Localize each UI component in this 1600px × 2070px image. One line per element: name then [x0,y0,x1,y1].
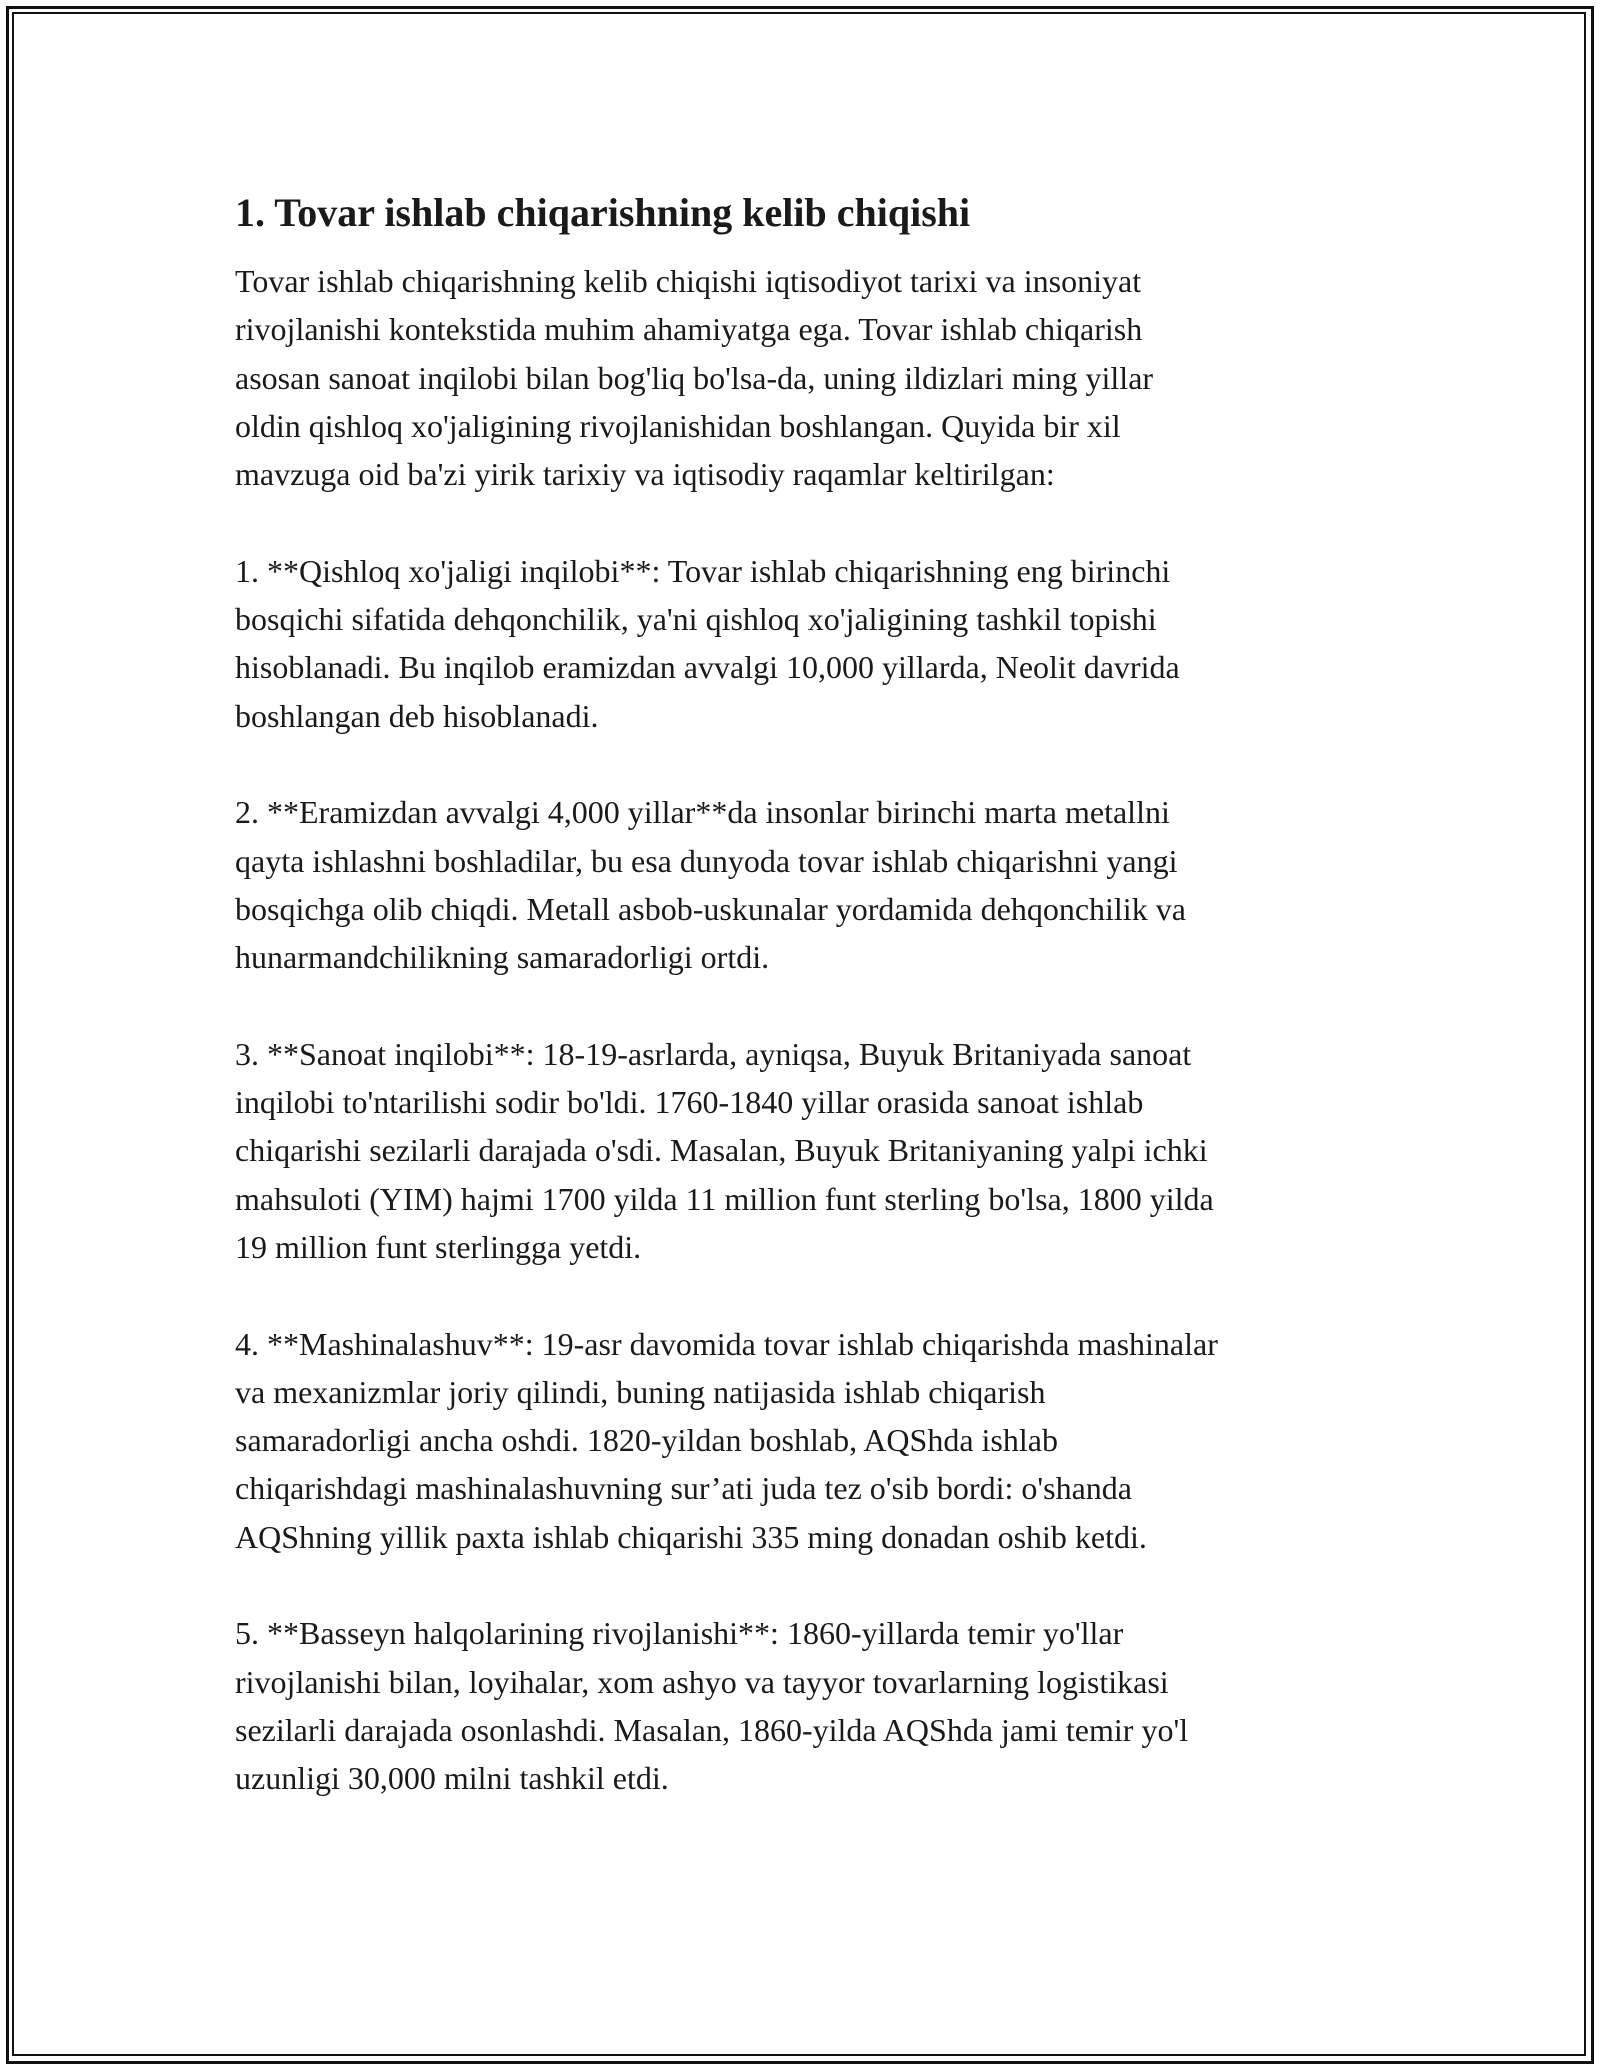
text-line: 2. **Eramizdan avvalgi 4,000 yillar**da insonlar birinchi marta metallni [235,794,1170,831]
text-line: rivojlanishi bilan, loyihalar, xom ashyo va tayyor tovarlarning logistikasi [235,1663,1169,1700]
text-line: boshlangan deb hisoblanadi. [235,697,599,734]
text-line: bosqichi sifatida dehqonchilik, ya'ni qishloq xo'jaligining tashkil topishi [235,601,1157,638]
intro-paragraph [235,257,1375,498]
document-body [235,185,1375,1851]
text-line: uzunligi 30,000 milni tashkil etdi. [235,1760,669,1797]
text-line: va mexanizmlar joriy qilindi, buning natijasida ishlab chiqarish [235,1373,1046,1410]
document-title: 1. Tovar ishlab chiqarishning kelib chiqishi [235,190,971,235]
text-line: rivojlanishi kontekstida muhim ahamiyatga ega. Tovar ishlab chiqarish [235,311,1143,348]
text-line: qayta ishlashni boshladilar, bu esa dunyoda tovar ishlab chiqarishni yangi [235,842,1178,879]
text-line: chiqarishdagi mashinalashuvning sur’ati juda tez o'sib bordi: o'shanda [235,1470,1132,1507]
list-item-4-paragraph [235,1320,1375,1561]
list-item-3-paragraph [235,1030,1375,1271]
text-line: sezilarli darajada osonlashdi. Masalan, 1860-yilda AQShda jami temir yo'l [235,1711,1189,1748]
text-line: bosqichga olib chiqdi. Metall asbob-uskunalar yordamida dehqonchilik va [235,890,1186,927]
text-line: oldin qishloq xo'jaligining rivojlanishidan boshlangan. Quyida bir xil [235,407,1121,444]
text-line: 19 million funt sterlingga yetdi. [235,1228,642,1265]
text-line: chiqarishi sezilarli darajada o'sdi. Masalan, Buyuk Britaniyaning yalpi ichki [235,1132,1208,1169]
text-line: 1. **Qishloq xo'jaligi inqilobi**: Tovar ishlab chiqarishning eng birinchi [235,552,1171,589]
text-line: 5. **Basseyn halqolarining rivojlanishi**: 1860-yillarda temir yo'llar [235,1615,1124,1652]
text-line: AQShning yillik paxta ishlab chiqarishi 335 ming donadan oshib ketdi. [235,1518,1147,1555]
list-item-1-paragraph [235,547,1375,740]
text-line: Tovar ishlab chiqarishning kelib chiqishi iqtisodiyot tarixi va insoniyat [235,263,1142,299]
text-line: 4. **Mashinalashuv**: 19-asr davomida tovar ishlab chiqarishda mashinalar [235,1325,1218,1362]
text-line: hisoblanadi. Bu inqilob eramizdan avvalgi 10,000 yillarda, Neolit davrida [235,649,1180,686]
text-line: inqilobi to'ntarilishi sodir bo'ldi. 1760-1840 yillar orasida sanoat ishlab [235,1084,1144,1121]
text-line: mavzuga oid ba'zi yirik tarixiy va iqtisodiy raqamlar keltirilgan: [235,456,1055,493]
text-line: mahsuloti (YIM) hajmi 1700 yilda 11 million funt sterling bo'lsa, 1800 yilda [235,1180,1214,1217]
text-line: samaradorligi ancha oshdi. 1820-yildan boshlab, AQShda ishlab [235,1422,1058,1459]
list-item-5-paragraph [235,1609,1375,1802]
list-item-2-paragraph [235,788,1375,981]
text-line: 3. **Sanoat inqilobi**: 18-19-asrlarda, ayniqsa, Buyuk Britaniyada sanoat [235,1035,1192,1072]
text-line: asosan sanoat inqilobi bilan bog'liq bo'lsa-da, uning ildizlari ming yillar [235,359,1154,396]
text-line: hunarmandchilikning samaradorligi ortdi. [235,939,770,976]
